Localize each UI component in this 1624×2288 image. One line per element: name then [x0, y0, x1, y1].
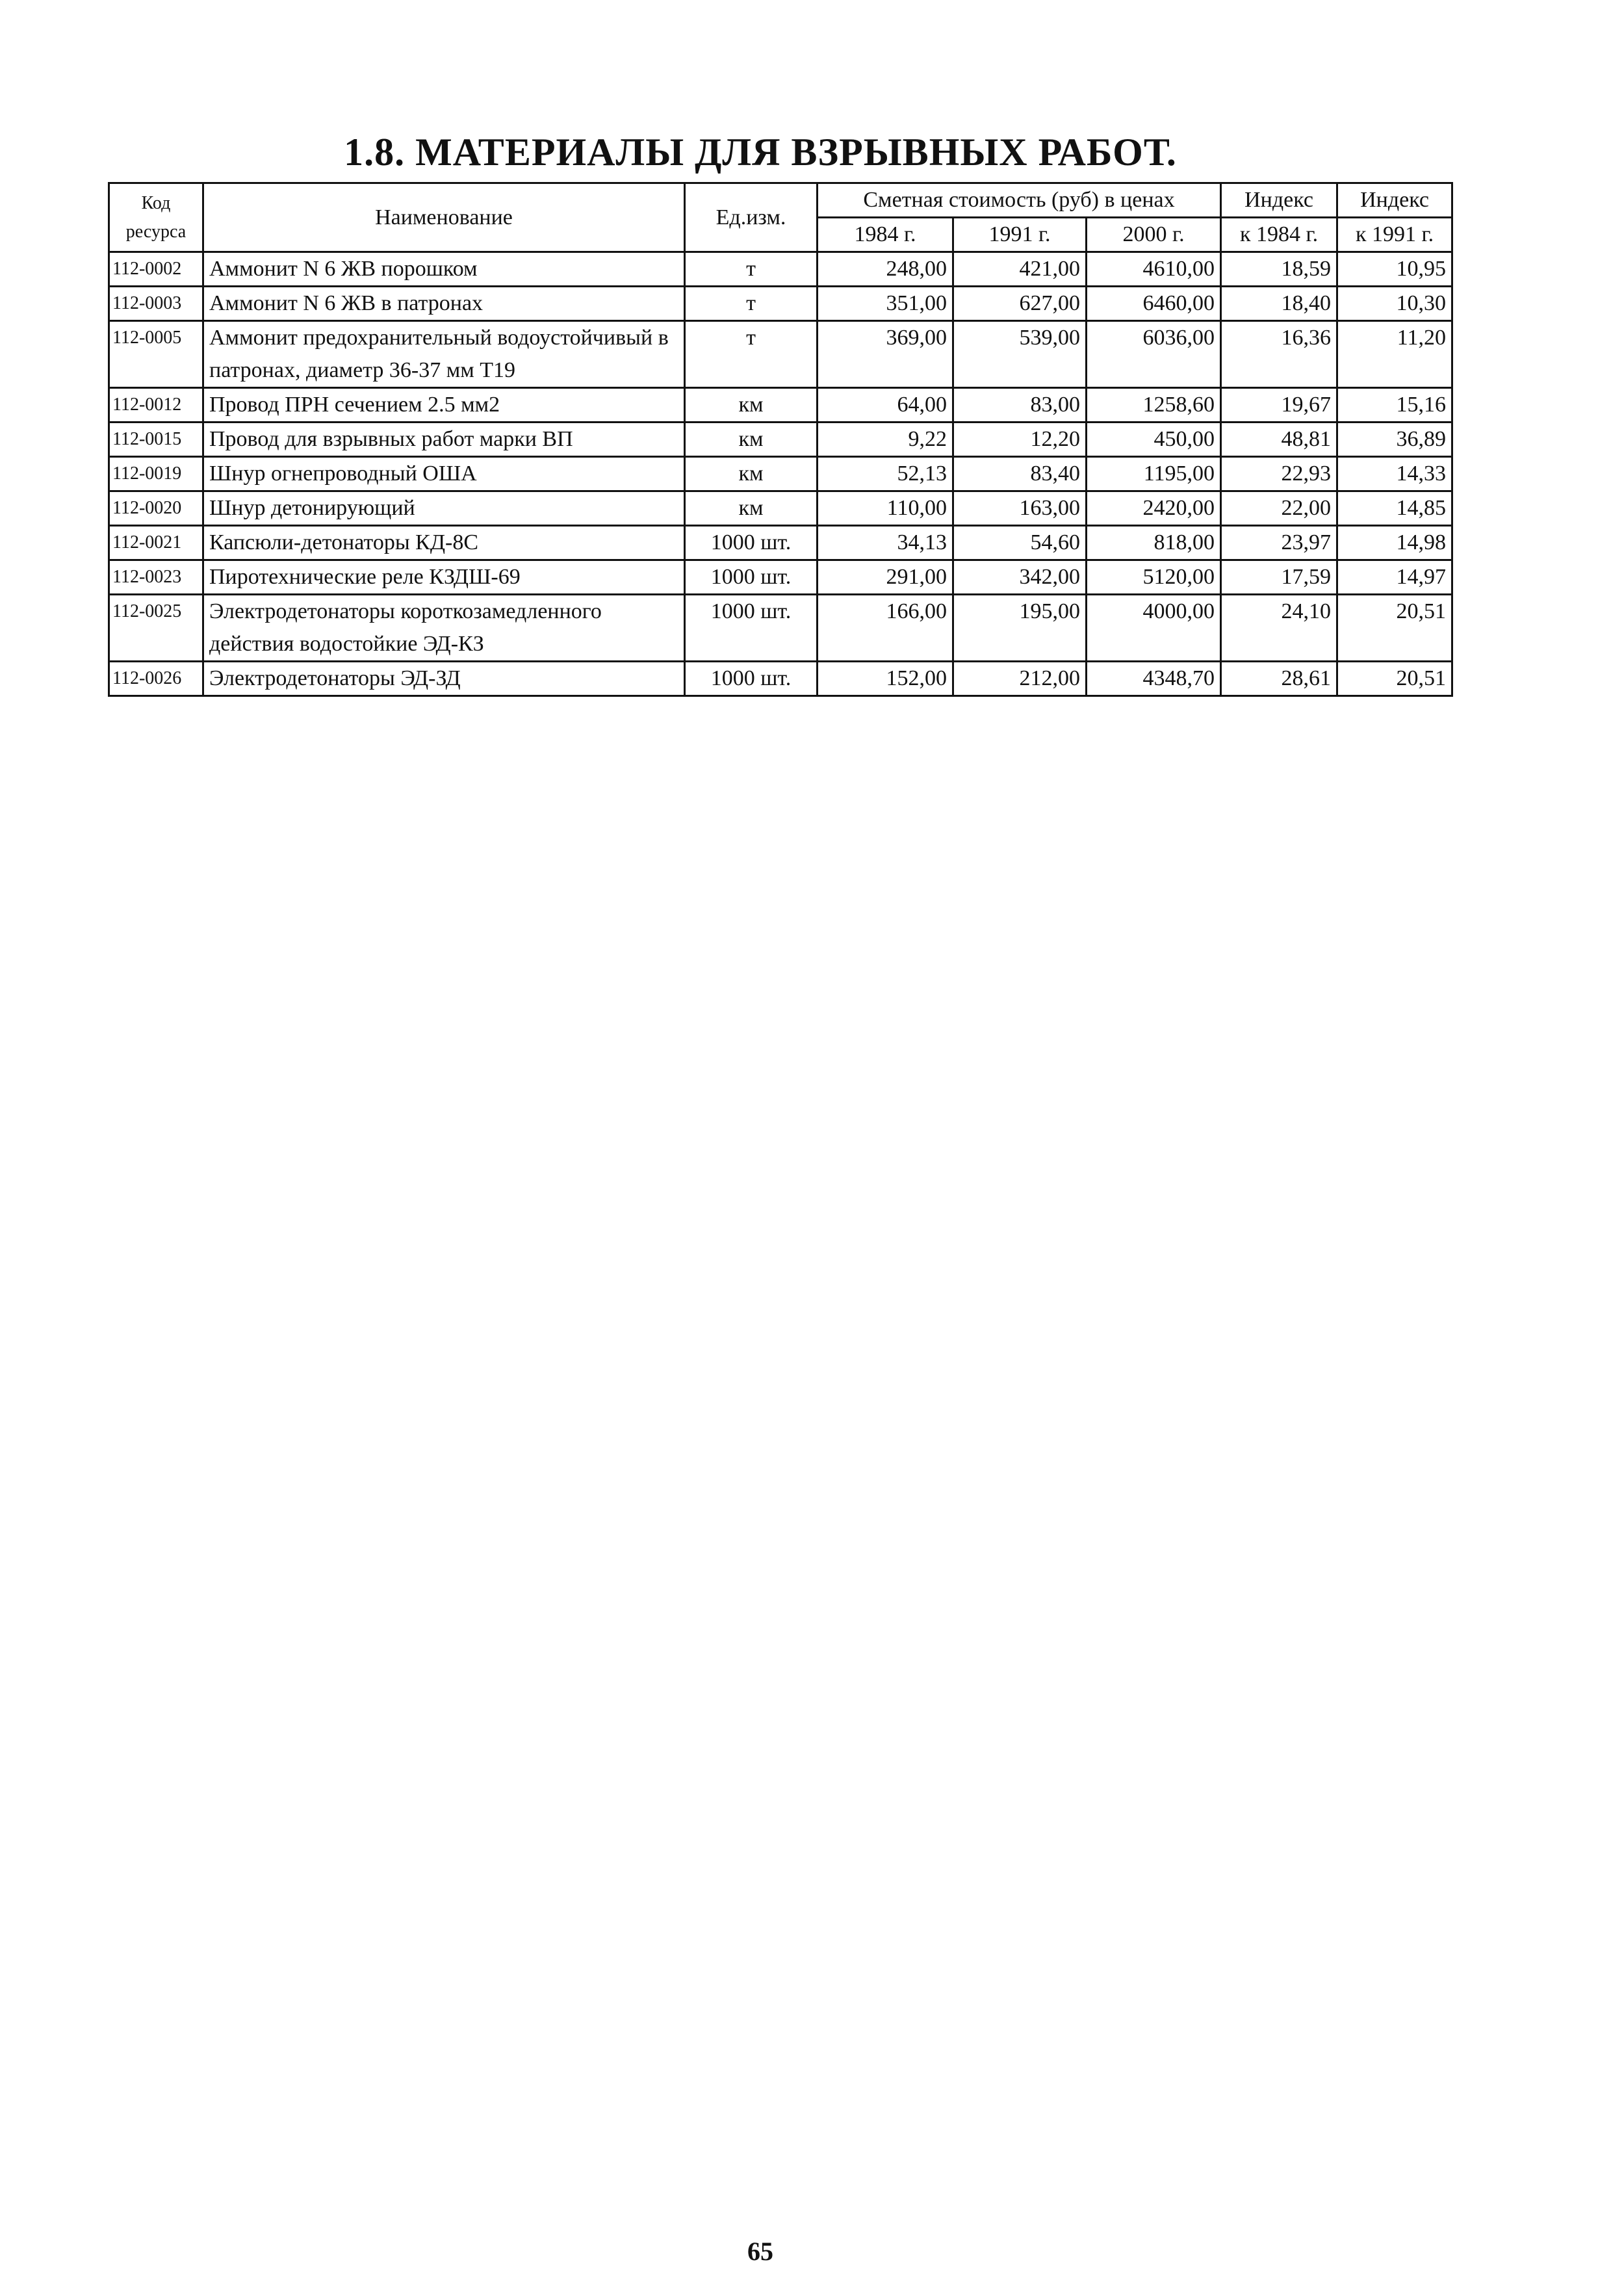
- cell-code: 112-0021: [109, 526, 203, 560]
- materials-price-table: [108, 182, 1453, 697]
- cell-index-1984: 16,36: [1221, 321, 1337, 388]
- header-row-1: [109, 183, 1452, 218]
- cell-code: 112-0026: [109, 662, 203, 696]
- cell-price-1984: 9,22: [818, 422, 953, 457]
- cell-code: 112-0020: [109, 491, 203, 526]
- header-index-1991-line2: к 1991 г.: [1337, 218, 1452, 252]
- cell-name: Аммонит N 6 ЖВ в патронах: [203, 287, 685, 321]
- cell-price-2000: 450,00: [1087, 422, 1221, 457]
- cell-index-1991: 14,85: [1337, 491, 1452, 526]
- cell-index-1984: 17,59: [1221, 560, 1337, 595]
- header-cost-group: Сметная стоимость (руб) в ценах: [818, 183, 1221, 218]
- header-unit: Ед.изм.: [685, 183, 818, 252]
- cell-name: Провод для взрывных работ марки ВП: [203, 422, 685, 457]
- cell-price-2000: 1258,60: [1087, 388, 1221, 422]
- cell-price-1991: 163,00: [953, 491, 1087, 526]
- table-row: [109, 491, 1452, 526]
- cell-index-1991: 15,16: [1337, 388, 1452, 422]
- cell-index-1984: 19,67: [1221, 388, 1337, 422]
- table-row: [109, 457, 1452, 491]
- cell-price-1984: 64,00: [818, 388, 953, 422]
- header-name: Наименование: [203, 183, 685, 252]
- table-row: [109, 321, 1452, 388]
- cell-unit: 1000 шт.: [685, 595, 818, 662]
- cell-price-2000: 2420,00: [1087, 491, 1221, 526]
- cell-price-1991: 539,00: [953, 321, 1087, 388]
- cell-price-2000: 1195,00: [1087, 457, 1221, 491]
- table-row: [109, 526, 1452, 560]
- cell-price-1984: 152,00: [818, 662, 953, 696]
- cell-price-2000: 6036,00: [1087, 321, 1221, 388]
- cell-index-1991: 14,98: [1337, 526, 1452, 560]
- table-row: [109, 388, 1452, 422]
- cell-code: 112-0019: [109, 457, 203, 491]
- header-index-1984-line1: Индекс: [1221, 183, 1337, 218]
- cell-code: 112-0012: [109, 388, 203, 422]
- table-header: [109, 183, 1452, 252]
- cell-unit: т: [685, 321, 818, 388]
- header-year-1984: 1984 г.: [818, 218, 953, 252]
- cell-price-2000: 4610,00: [1087, 252, 1221, 287]
- cell-unit: 1000 шт.: [685, 560, 818, 595]
- cell-index-1991: 14,33: [1337, 457, 1452, 491]
- cell-name: Электродетонаторы ЭД-ЗД: [203, 662, 685, 696]
- cell-price-1984: 34,13: [818, 526, 953, 560]
- cell-price-2000: 4348,70: [1087, 662, 1221, 696]
- cell-unit: км: [685, 457, 818, 491]
- cell-index-1984: 18,40: [1221, 287, 1337, 321]
- cell-price-2000: 5120,00: [1087, 560, 1221, 595]
- table-row: [109, 422, 1452, 457]
- cell-price-1991: 54,60: [953, 526, 1087, 560]
- header-index-1991-line1: Индекс: [1337, 183, 1452, 218]
- cell-index-1984: 48,81: [1221, 422, 1337, 457]
- cell-index-1984: 18,59: [1221, 252, 1337, 287]
- table-row: [109, 595, 1452, 662]
- cell-name: Шнур огнепроводный ОША: [203, 457, 685, 491]
- cell-code: 112-0025: [109, 595, 203, 662]
- cell-price-1984: 166,00: [818, 595, 953, 662]
- cell-index-1984: 22,00: [1221, 491, 1337, 526]
- cell-unit: 1000 шт.: [685, 662, 818, 696]
- header-year-1991: 1991 г.: [953, 218, 1087, 252]
- cell-price-2000: 4000,00: [1087, 595, 1221, 662]
- cell-price-1991: 12,20: [953, 422, 1087, 457]
- cell-index-1991: 10,30: [1337, 287, 1452, 321]
- cell-index-1984: 22,93: [1221, 457, 1337, 491]
- cell-price-1991: 83,40: [953, 457, 1087, 491]
- cell-code: 112-0005: [109, 321, 203, 388]
- cell-name: Аммонит предохранительный водоустойчивый в патронах, диаметр 36-37 мм Т19: [203, 321, 685, 388]
- cell-price-1991: 342,00: [953, 560, 1087, 595]
- header-index-1984-line2: к 1984 г.: [1221, 218, 1337, 252]
- cell-price-1991: 627,00: [953, 287, 1087, 321]
- cell-price-1991: 212,00: [953, 662, 1087, 696]
- header-code-line1: Код: [141, 192, 171, 213]
- table-row: [109, 662, 1452, 696]
- page-number: 65: [747, 2237, 773, 2266]
- cell-price-1991: 195,00: [953, 595, 1087, 662]
- cell-unit: т: [685, 252, 818, 287]
- header-code-line2: ресурса: [125, 221, 187, 242]
- cell-code: 112-0015: [109, 422, 203, 457]
- cell-price-1984: 291,00: [818, 560, 953, 595]
- cell-name: Провод ПРН сечением 2.5 мм2: [203, 388, 685, 422]
- cell-index-1991: 10,95: [1337, 252, 1452, 287]
- cell-price-1984: 369,00: [818, 321, 953, 388]
- table-row: [109, 252, 1452, 287]
- cell-index-1984: 23,97: [1221, 526, 1337, 560]
- cell-price-1984: 248,00: [818, 252, 953, 287]
- cell-code: 112-0002: [109, 252, 203, 287]
- table-row: [109, 287, 1452, 321]
- cell-index-1991: 11,20: [1337, 321, 1452, 388]
- cell-index-1991: 20,51: [1337, 595, 1452, 662]
- cell-price-2000: 6460,00: [1087, 287, 1221, 321]
- cell-code: 112-0023: [109, 560, 203, 595]
- cell-name: Шнур детонирующий: [203, 491, 685, 526]
- cell-name: Капсюли-детонаторы КД-8С: [203, 526, 685, 560]
- cell-price-1991: 83,00: [953, 388, 1087, 422]
- cell-name: Пиротехнические реле КЗДШ-69: [203, 560, 685, 595]
- cell-index-1984: 24,10: [1221, 595, 1337, 662]
- cell-code: 112-0003: [109, 287, 203, 321]
- page-title: 1.8. МАТЕРИАЛЫ ДЛЯ ВЗРЫВНЫХ РАБОТ.: [344, 131, 1177, 174]
- cell-unit: 1000 шт.: [685, 526, 818, 560]
- cell-price-1984: 110,00: [818, 491, 953, 526]
- cell-name: Аммонит N 6 ЖВ порошком: [203, 252, 685, 287]
- cell-price-1984: 351,00: [818, 287, 953, 321]
- cell-index-1991: 36,89: [1337, 422, 1452, 457]
- cell-unit: км: [685, 491, 818, 526]
- table-body: [109, 252, 1452, 696]
- cell-price-2000: 818,00: [1087, 526, 1221, 560]
- cell-index-1991: 20,51: [1337, 662, 1452, 696]
- header-code: [109, 183, 203, 252]
- cell-price-1991: 421,00: [953, 252, 1087, 287]
- cell-unit: км: [685, 388, 818, 422]
- header-year-2000: 2000 г.: [1087, 218, 1221, 252]
- cell-price-1984: 52,13: [818, 457, 953, 491]
- cell-index-1991: 14,97: [1337, 560, 1452, 595]
- cell-name: Электродетонаторы короткозамедленного действия водостойкие ЭД-КЗ: [203, 595, 685, 662]
- table-row: [109, 560, 1452, 595]
- cell-unit: км: [685, 422, 818, 457]
- cell-index-1984: 28,61: [1221, 662, 1337, 696]
- cell-unit: т: [685, 287, 818, 321]
